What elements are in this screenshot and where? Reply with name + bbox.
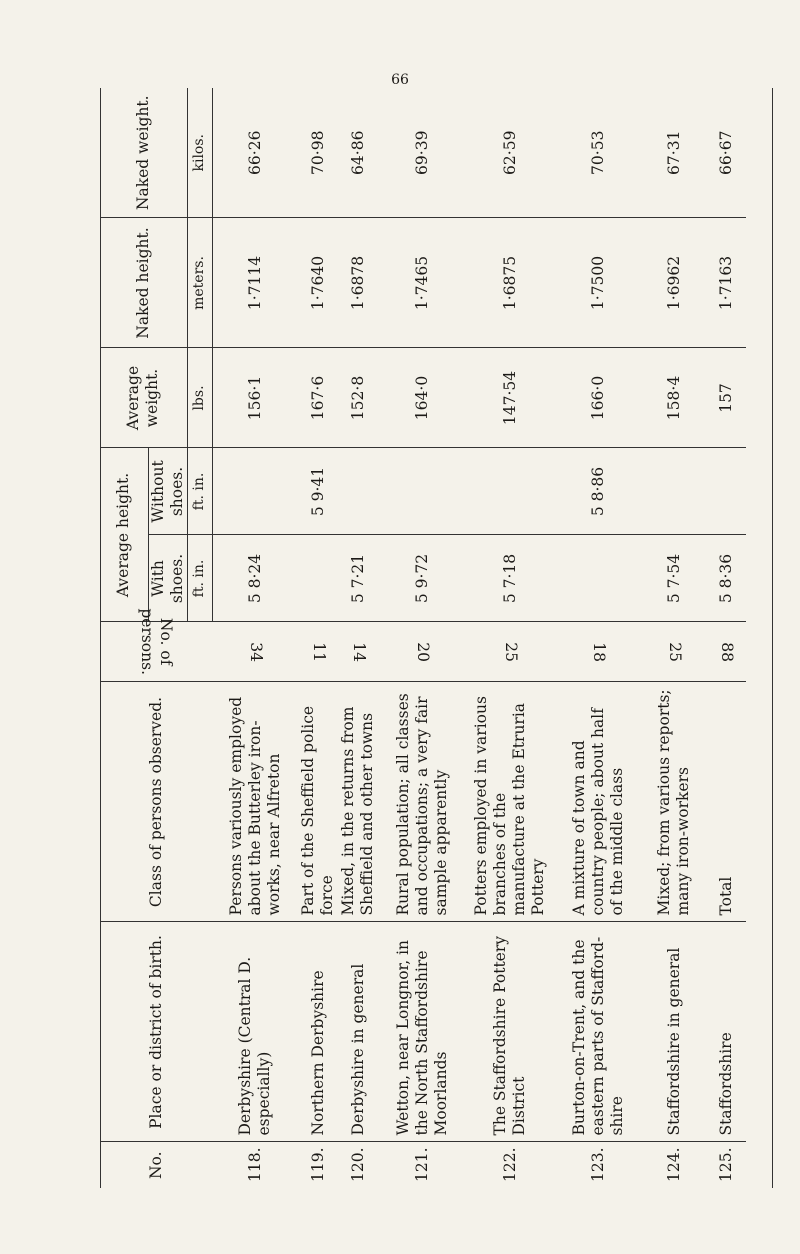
- header-class: Class of persons observed.: [100, 682, 212, 922]
- row-naked-height: 1·7465: [378, 218, 466, 348]
- header-naked-weight: Naked weight.: [133, 95, 152, 211]
- row-average-weight: 156·1: [212, 348, 298, 448]
- row-no: 119.: [298, 1142, 338, 1188]
- row-num-persons-text: 25: [665, 642, 684, 662]
- header-with-shoes: With shoes.: [148, 535, 187, 622]
- table-row: [298, 88, 338, 1188]
- header-average-weight: Average weight.: [100, 348, 187, 448]
- row-num-persons-text: 20: [413, 642, 432, 662]
- row-average-weight: 147·54: [466, 348, 554, 448]
- row-without-shoes: [212, 448, 298, 535]
- row-without-shoes: [642, 448, 706, 535]
- row-num-persons: [554, 622, 642, 682]
- unit-naked-weight: kilos.: [187, 88, 212, 218]
- row-num-persons-text: 34: [246, 642, 265, 662]
- row-average-weight: 166·0: [554, 348, 642, 448]
- header-place: Place or district of birth.: [100, 922, 212, 1142]
- row-place: Derbyshire in general: [338, 922, 378, 1142]
- table-row: [706, 88, 746, 1188]
- row-class: Rural population; all classes and occupations; a very fair sample apparently: [378, 682, 466, 922]
- header-average-height: Average height.: [100, 448, 148, 622]
- row-without-shoes: [378, 448, 466, 535]
- row-naked-height: 1·7163: [706, 218, 746, 348]
- unit-with-shoes: ft. in.: [187, 535, 212, 622]
- row-num-persons-text: 88: [717, 642, 736, 662]
- row-class: Potters employed in various branches of the manufacture at the Etruria Pottery: [466, 682, 554, 922]
- row-no: 121.: [378, 1142, 466, 1188]
- row-naked-height: 1·6875: [466, 218, 554, 348]
- left-rule: [100, 88, 101, 1188]
- row-with-shoes: 5 8·36: [706, 535, 746, 622]
- row-place: Wetton, near Longnor, in the North Staffordshire Moorlands: [378, 922, 466, 1142]
- row-without-shoes: [338, 448, 378, 535]
- statistics-table: [100, 88, 746, 1188]
- row-average-weight: 164·0: [378, 348, 466, 448]
- header-without-shoes: Without shoes.: [148, 448, 187, 535]
- header-num-persons: [100, 608, 212, 682]
- table-row: [554, 88, 642, 1188]
- row-no: 125.: [706, 1142, 746, 1188]
- row-num-persons: [706, 622, 746, 682]
- row-no: 124.: [642, 1142, 706, 1188]
- row-num-persons: [642, 622, 706, 682]
- row-num-persons-text: 14: [349, 642, 368, 662]
- row-no: 118.: [212, 1142, 298, 1188]
- row-with-shoes: [554, 535, 642, 622]
- unit-naked-height: meters.: [187, 218, 212, 348]
- row-naked-weight: 66·26: [245, 130, 264, 175]
- row-num-persons: [466, 622, 554, 682]
- row-num-persons-text: 25: [501, 642, 520, 662]
- row-place: Northern Derbyshire: [298, 922, 338, 1142]
- row-place: Derbyshire (Central D. especially): [212, 922, 298, 1142]
- statistics-table-rotated: [100, 88, 780, 1188]
- row-naked-height: 1·6878: [338, 218, 378, 348]
- row-naked-weight: 67·31: [664, 130, 683, 175]
- row-naked-height: 1·7500: [554, 218, 642, 348]
- row-naked-weight: 64·86: [348, 130, 367, 175]
- row-average-weight: 167·6: [298, 348, 338, 448]
- row-average-weight: 158·4: [642, 348, 706, 448]
- row-naked-weight: 70·53: [588, 130, 607, 175]
- row-with-shoes: 5 8·24: [212, 535, 298, 622]
- row-average-weight: 152·8: [338, 348, 378, 448]
- row-place: Staffordshire: [706, 922, 746, 1142]
- right-rule: [772, 88, 773, 1188]
- table-row: [378, 88, 466, 1188]
- row-without-shoes: [706, 448, 746, 535]
- row-with-shoes: 5 7·18: [466, 535, 554, 622]
- table-row: [338, 88, 378, 1188]
- row-num-persons: [298, 622, 338, 682]
- row-naked-weight: 66·67: [716, 130, 735, 175]
- header-naked-height: Naked height.: [100, 218, 187, 348]
- row-class: Part of the Sheffield police force: [298, 682, 338, 922]
- row-naked-weight: 70·98: [308, 130, 327, 175]
- row-no: 122.: [466, 1142, 554, 1188]
- header-no: No.: [100, 1142, 212, 1188]
- row-without-shoes: 5 9·41: [298, 448, 338, 535]
- row-no: 123.: [554, 1142, 642, 1188]
- unit-without-shoes: ft. in.: [187, 448, 212, 535]
- row-with-shoes: 5 7·54: [642, 535, 706, 622]
- row-num-persons-text: 18: [589, 642, 608, 662]
- row-no: 120.: [338, 1142, 378, 1188]
- header-num-persons-text: No. of persons.: [138, 608, 175, 676]
- row-naked-weight: 62·59: [500, 130, 519, 175]
- row-class: Persons variously employed about the Butterley iron-works, near Alfreton: [212, 682, 298, 922]
- row-with-shoes: 5 7·21: [338, 535, 378, 622]
- row-place: The Staffordshire Pottery District: [466, 922, 554, 1142]
- row-place: Burton-on-Trent, and the eastern parts of Stafford-shire: [554, 922, 642, 1142]
- page-number: 66: [391, 72, 409, 88]
- table-row: [212, 88, 298, 1188]
- table-row: [466, 88, 554, 1188]
- row-num-persons-text: 11: [309, 642, 328, 662]
- row-without-shoes: 5 8·86: [554, 448, 642, 535]
- row-num-persons: [338, 622, 378, 682]
- row-without-shoes: [466, 448, 554, 535]
- row-average-weight: 157: [706, 348, 746, 448]
- row-class: Mixed; from various reports; many iron-workers: [642, 682, 706, 922]
- row-with-shoes: 5 9·72: [378, 535, 466, 622]
- row-naked-height: 1·7640: [298, 218, 338, 348]
- row-naked-height: 1·6962: [642, 218, 706, 348]
- table-row: [642, 88, 706, 1188]
- row-num-persons: [378, 622, 466, 682]
- unit-average-weight: lbs.: [187, 348, 212, 448]
- row-class: A mixture of town and country people; about half of the middle class: [554, 682, 642, 922]
- row-with-shoes: [298, 535, 338, 622]
- row-naked-weight: 69·39: [412, 130, 431, 175]
- row-class: Total: [706, 682, 746, 922]
- row-class: Mixed, in the returns from Sheffield and other towns: [338, 682, 378, 922]
- row-place: Staffordshire in general: [642, 922, 706, 1142]
- row-num-persons: [212, 622, 298, 682]
- row-naked-height: 1·7114: [212, 218, 298, 348]
